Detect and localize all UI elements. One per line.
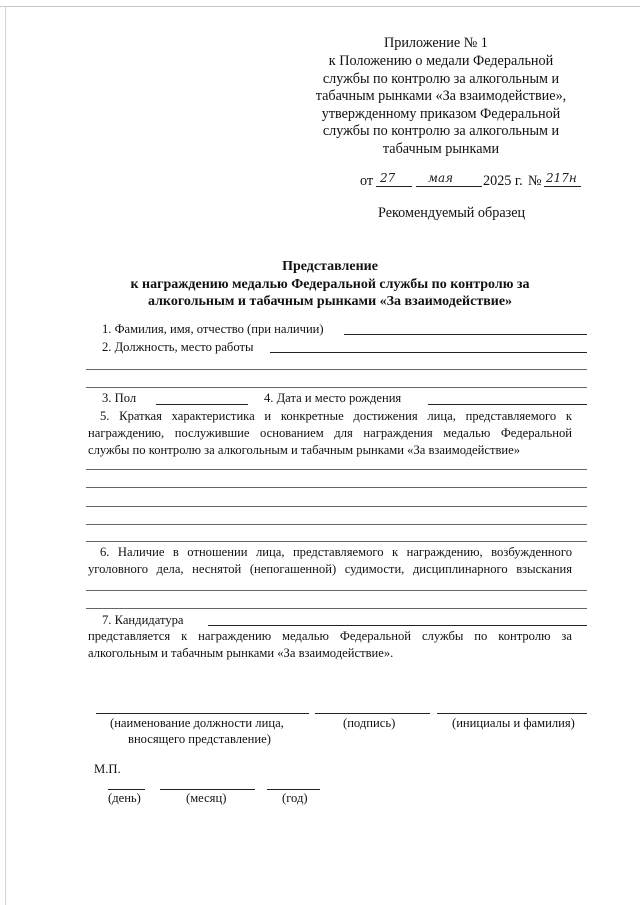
field-5-fill-line[interactable] [86, 524, 587, 525]
document-title: Представление [282, 259, 378, 274]
field-6-text: уголовного дела, неснятой (непогашенной) судимости, дисциплинарного взыскания [88, 562, 572, 576]
field-1-fill-line[interactable] [344, 334, 587, 335]
appendix-reference [310, 53, 572, 158]
day-caption: (день) [108, 791, 141, 805]
field-4-fill-line[interactable] [428, 404, 587, 405]
field-7-fill-line[interactable] [208, 625, 587, 626]
sign-line[interactable] [315, 713, 430, 714]
position-caption: (наименование должности лица, [110, 716, 284, 730]
year-caption: (год) [282, 791, 308, 805]
field-5-text: награждению, послужившие основанием для награждения медалью Федеральной [88, 426, 572, 440]
page-top-edge [0, 6, 640, 7]
field-7-text: представляется к награждению медалью Федеральной службы по контролю за [88, 629, 572, 643]
appendix-reference-line: утвержденному приказом Федеральной [321, 105, 561, 122]
field-2-fill-line[interactable] [270, 352, 587, 353]
field-5-text: службы по контролю за алкогольным и табачным рынками «За взаимодействие» [88, 443, 521, 457]
appendix-reference-line: службы по контролю за алкогольным и [322, 123, 560, 139]
field-6-fill-line[interactable] [86, 590, 587, 591]
position-signature-line[interactable] [96, 713, 309, 714]
field-2-label: 2. Должность, место работы [102, 340, 254, 354]
field-4-label: 4. Дата и место рождения [264, 391, 402, 405]
field-3-fill-line[interactable] [156, 404, 248, 405]
sign-caption: (подпись) [343, 716, 396, 730]
month-caption: (месяц) [186, 791, 227, 805]
field-3-label: 3. Пол [102, 391, 137, 405]
appendix-reference-line: службы по контролю за алкогольным и [322, 70, 560, 87]
appendix-reference-line: к Положению о медали Федеральной [328, 53, 554, 69]
field-5-fill-line[interactable] [86, 541, 587, 542]
field-2-extra-line[interactable] [86, 387, 587, 388]
field-5-fill-line[interactable] [86, 487, 587, 488]
field-5-fill-line[interactable] [86, 506, 587, 507]
document-subtitle-line2: алкогольным и табачным рынками «За взаимодействие» [147, 294, 513, 309]
appendix-reference-line: табачным рынками «За взаимодействие», [315, 88, 567, 104]
field-5-fill-line[interactable] [86, 469, 587, 470]
year-line[interactable] [267, 789, 320, 790]
field-7-text: алкогольным и табачным рынками «За взаимодействие». [88, 646, 394, 660]
document-subtitle-line1: к награждению медалью Федеральной службы по контролю за [130, 277, 530, 292]
order-date-day: 27 [380, 171, 396, 185]
appendix-reference-line: табачным рынками [382, 140, 500, 157]
order-number-value: 217н [546, 171, 577, 185]
field-5-text: 5. Краткая характеристика и конкретные достижения лица, представляемого к [100, 409, 572, 423]
position-caption: вносящего представление) [128, 732, 271, 746]
field-1-label: 1. Фамилия, имя, отчество (при наличии) [102, 322, 324, 336]
appendix-number: Приложение № 1 [384, 35, 488, 51]
order-date-year: 2025 г. [483, 173, 523, 189]
field-6-text: 6. Наличие в отношении лица, представляемого к награждению, возбужденного [100, 545, 572, 559]
field-6-fill-line[interactable] [86, 608, 587, 609]
initials-line[interactable] [437, 713, 587, 714]
month-line[interactable] [160, 789, 255, 790]
recommended-sample-label: Рекомендуемый образец [378, 205, 526, 221]
page-left-edge [5, 6, 6, 905]
field-2-extra-line[interactable] [86, 369, 587, 370]
day-line[interactable] [108, 789, 145, 790]
order-date-day-line [376, 186, 412, 187]
order-number-sign: № [528, 173, 542, 189]
order-date-prefix: от [360, 173, 374, 189]
order-date-month-line [416, 186, 482, 187]
order-date-month: мая [428, 171, 454, 185]
field-7-label: 7. Кандидатура [102, 613, 184, 627]
initials-caption: (инициалы и фамилия) [452, 716, 575, 730]
order-number-line [544, 186, 581, 187]
stamp-mark: М.П. [94, 762, 121, 776]
